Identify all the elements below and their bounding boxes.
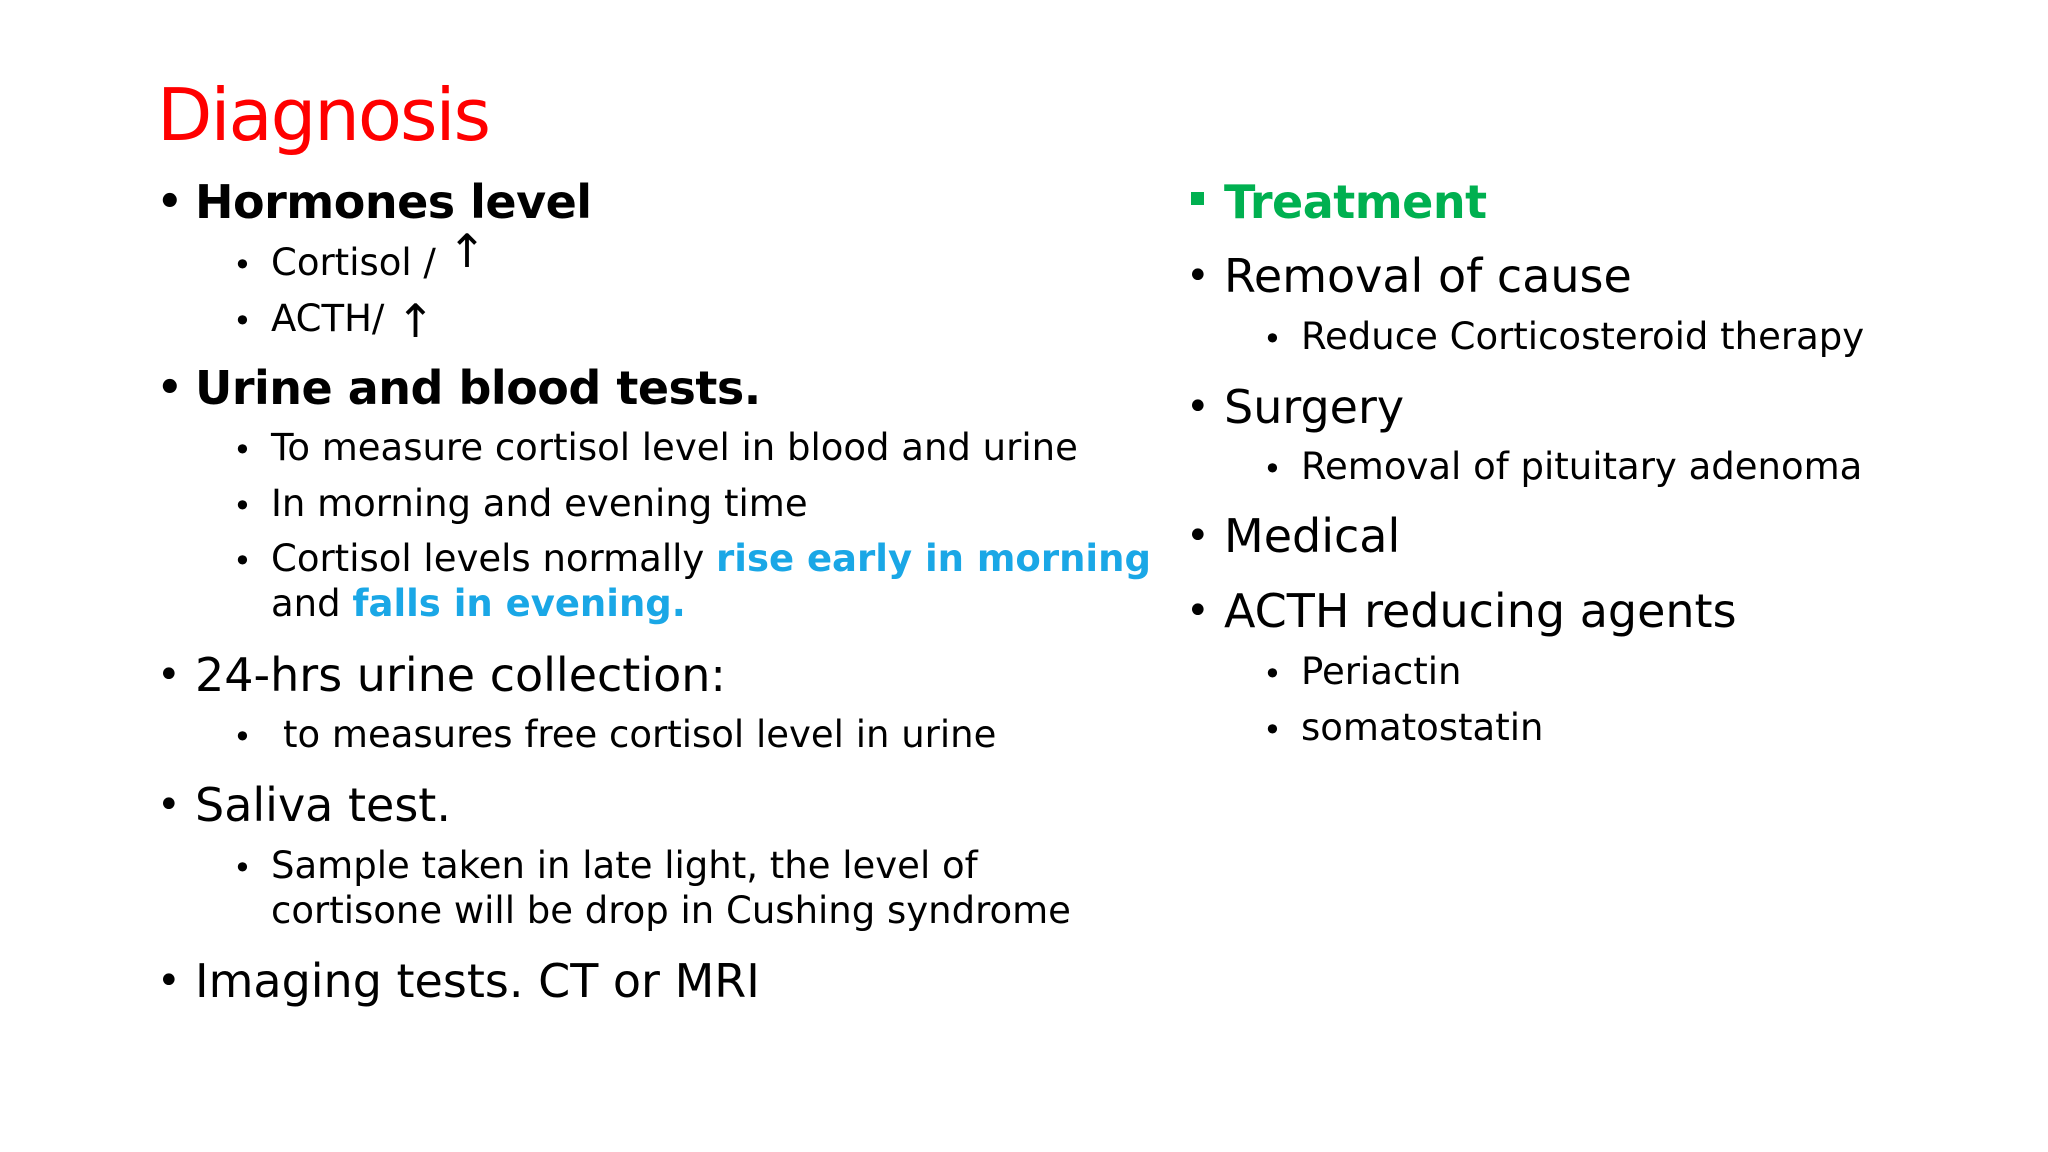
item-text: Medical: [1224, 509, 1401, 563]
item-text: In morning and evening time: [271, 482, 808, 525]
bullet: •: [233, 246, 252, 284]
bullet: •: [1263, 450, 1282, 488]
item-text-wrap: [271, 536, 1151, 582]
item-text: Hormones level: [195, 175, 592, 229]
item-text: Surgery: [1224, 380, 1405, 434]
item-text: Periactin: [1301, 650, 1462, 693]
item-text: 24-hrs urine collection:: [195, 648, 726, 702]
bullet: •: [233, 718, 252, 756]
bullet: •: [157, 958, 181, 1004]
bullet: •: [1186, 588, 1210, 634]
item-text: Saliva test.: [195, 778, 451, 832]
up-arrow-icon: ↑: [447, 224, 487, 278]
bullet: •: [1263, 655, 1282, 693]
item-text: to measures free cortisol level in urine: [283, 713, 997, 756]
item-text: Cortisol /: [271, 241, 436, 284]
bullet: •: [157, 365, 183, 411]
up-arrow-icon: ↑: [396, 294, 435, 348]
item-text: Urine and blood tests.: [195, 361, 761, 415]
item-text: and: [271, 582, 353, 625]
item-text: ACTH/: [271, 297, 385, 340]
item-text: Removal of pituitary adenoma: [1301, 445, 1863, 488]
item-text-line-2: cortisone will be drop in Cushing syndrome: [271, 889, 1071, 932]
bullet: •: [1263, 711, 1282, 749]
item-text: Cortisol levels normally: [271, 537, 717, 580]
treatment-title: Treatment: [1224, 175, 1487, 229]
square-bullet-icon: [1191, 192, 1204, 205]
bullet: •: [1186, 384, 1210, 430]
bullet: •: [1186, 253, 1210, 299]
item-text: Reduce Corticosteroid therapy: [1301, 315, 1865, 358]
bullet: •: [1186, 513, 1210, 559]
bullet: •: [157, 652, 181, 698]
bullet: •: [233, 431, 252, 469]
bullet: •: [233, 542, 252, 580]
item-text: Sample taken in late light, the level of: [271, 844, 978, 887]
item-text: Imaging tests. CT or MRI: [195, 954, 760, 1008]
bullet: •: [157, 782, 181, 828]
bullet: •: [233, 849, 252, 887]
item-text: somatostatin: [1301, 706, 1544, 749]
item-text-wrap: [271, 224, 487, 286]
item-text-wrap: [271, 294, 435, 348]
item-text: ACTH reducing agents: [1224, 584, 1737, 638]
highlight-rise: rise early in morning: [716, 537, 1151, 580]
bullet: •: [233, 302, 252, 340]
highlight-falls: falls in evening.: [352, 582, 686, 625]
item-text: To measure cortisol level in blood and urine: [271, 426, 1078, 469]
slide-title: Diagnosis: [157, 73, 489, 157]
item-text-wrap-2: [271, 581, 686, 627]
item-text: Removal of cause: [1224, 249, 1632, 303]
bullet: •: [157, 179, 183, 225]
bullet: •: [1263, 320, 1282, 358]
bullet: •: [233, 487, 252, 525]
